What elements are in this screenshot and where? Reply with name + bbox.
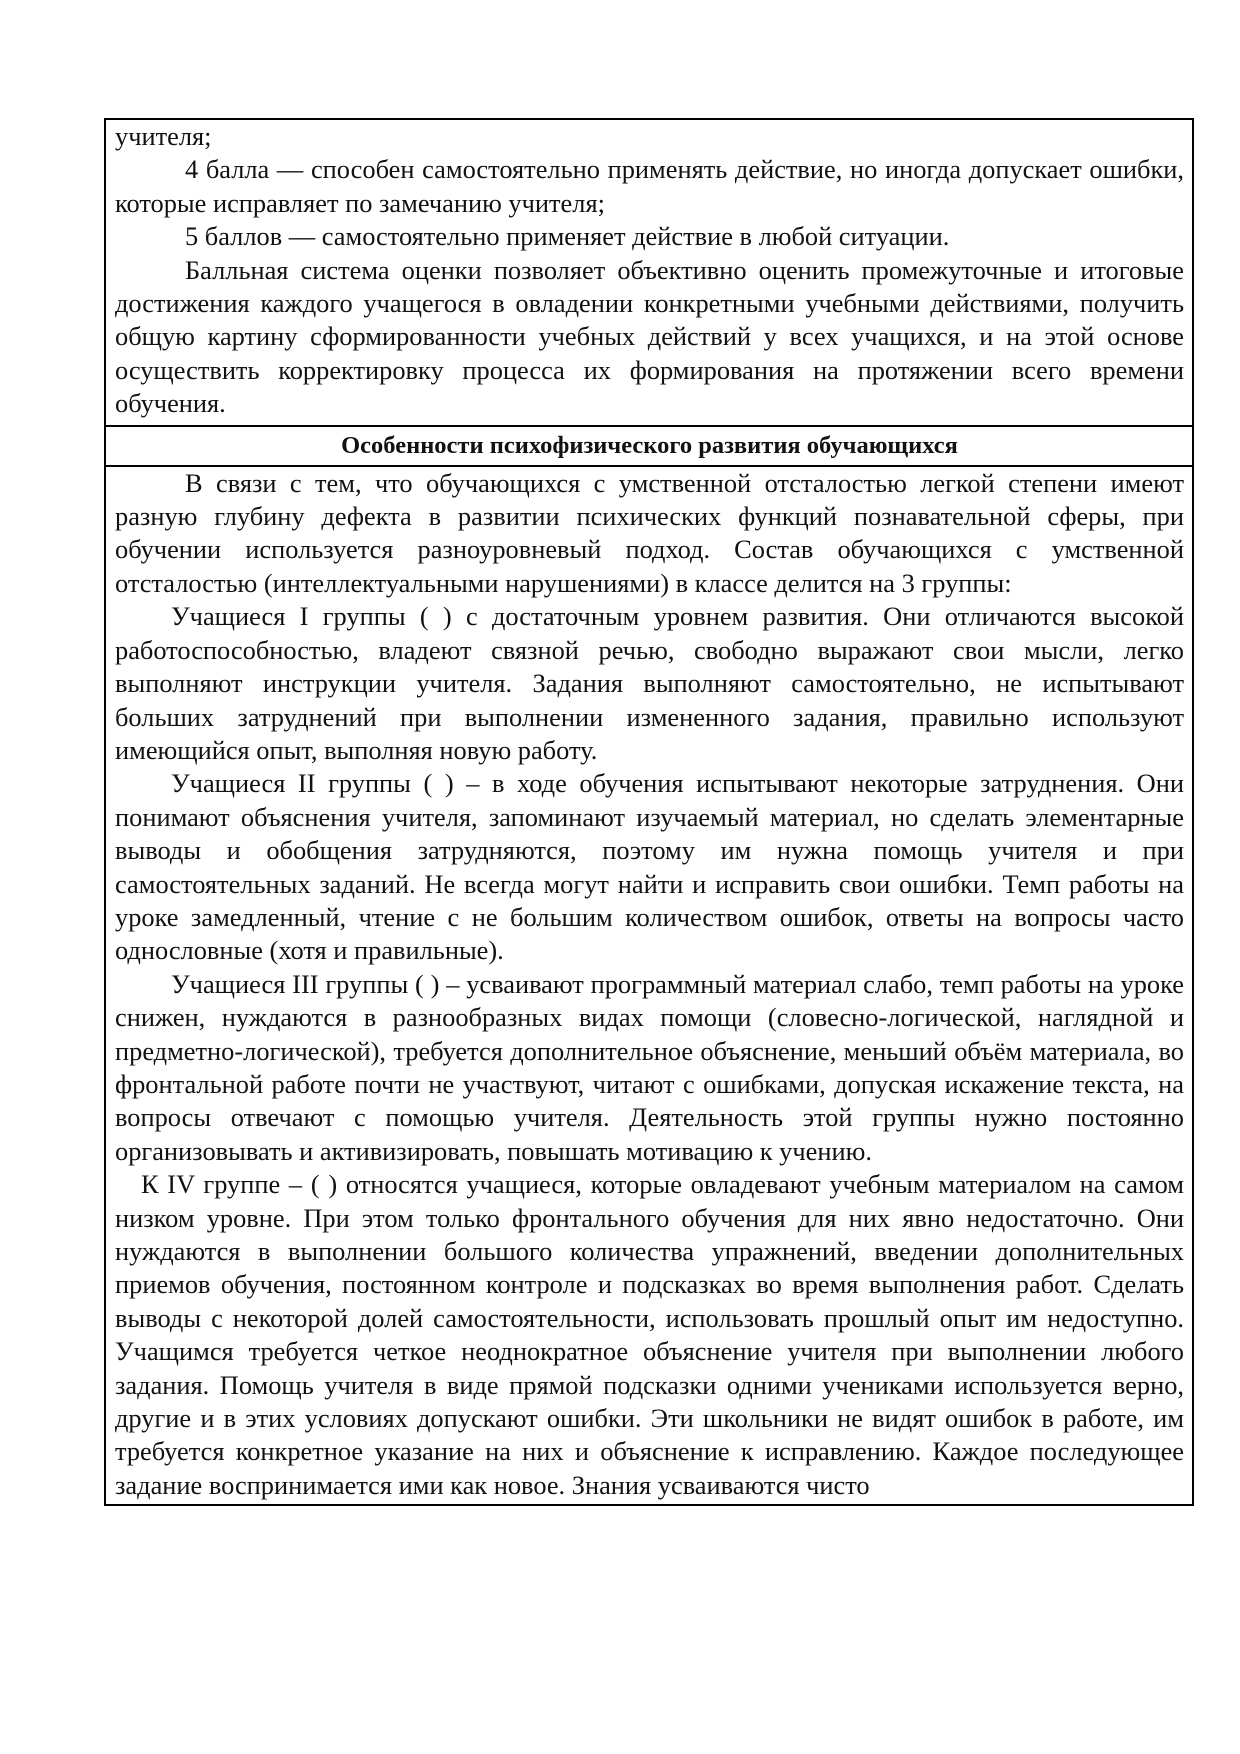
assessment-scale-cell	[106, 120, 1192, 427]
paragraph-group-2: Учащиеся II группы ( ) – в ходе обучения испытывают некоторые затруднения. Они понимают объяснения учителя, запоминают изучаемый материал, но сделать элементарные выводы и обобщения затрудняются, поэтому им нужна помощь учителя и при самостоятельных заданий. Не всегда могут найти и исправить свои ошибки. Темп работы на уроке замедленный, чтение с не большим количеством ошибок, ответы на вопросы часто однословные (хотя и правильные).	[115, 768, 1184, 966]
paragraph-score-4: 4 балла — способен самостоятельно применять действие, но иногда допускает ошибки, которые исправляет по замечанию учителя;	[115, 154, 1184, 218]
paragraph-intro: В связи с тем, что обучающихся с умственной отсталостью легкой степени имеют разную глубину дефекта в развитии психических функций познавательной сферы, при обучении используется разноуровневый подход. Состав обучающихся с умственной отсталостью (интеллектуальными нарушениями) в классе делится на 3 группы:	[115, 467, 1184, 598]
paragraph-scoring-system: Балльная система оценки позволяет объективно оценить промежуточные и итоговые достижения каждого учащегося в овладении конкретными учебными действиями, получить общую картину сформированности учебных действий у всех учащихся, и на этой основе осуществить корректировку процесса их формирования на протяжении всего времени обучения.	[115, 254, 1184, 419]
section-heading: Особенности психофизического развития обучающихся	[106, 427, 1192, 467]
paragraph-group-4: К IV группе – ( ) относятся учащиеся, которые овладевают учебным материалом на самом низком уровне. При этом только фронтального обучения для них явно недостаточно. Они нуждаются в выполнении большого количества упражнений, введении дополнительных приемов обучения, постоянном контроле и подсказках во время выполнения работ. Сделать выводы с некоторой долей самостоятельности, использовать прошлый опыт им недоступно. Учащимся требуется четкое неоднократное объяснение учителя при выполнении любого задания. Помощь учителя в виде прямой подсказки одними учениками используется верно, другие и в этих условиях допускают ошибки. Эти школьники не видят ошибок в работе, им требуется конкретное указание на них и объяснение к исправлению. Каждое последующее задание воспринимается ими как новое. Знания усваиваются чисто	[115, 1169, 1184, 1500]
development-features-cell	[106, 467, 1192, 1505]
paragraph-continuation: учителя;	[115, 121, 212, 151]
document-table	[104, 118, 1194, 1506]
paragraph-group-3: Учащиеся III группы ( ) – усваивают программный материал слабо, темп работы на уроке снижен, нуждаются в разнообразных видах помощи (словесно-логической, наглядной и предметно-логической), требуется дополнительное объяснение, меньший объём материала, во фронтальной работе почти не участвуют, читают с ошибками, допуская искажение текста, на вопросы отвечают с помощью учителя. Деятельность этой группы нужно постоянно организовывать и активизировать, повышать мотивацию к учению.	[115, 968, 1184, 1166]
paragraph-score-5: 5 баллов — самостоятельно применяет действие в любой ситуации.	[185, 221, 950, 252]
paragraph-group-1: Учащиеся I группы ( ) с достаточным уровнем развития. Они отличаются высокой работоспособностью, владеют связной речью, свободно выражают свои мысли, легко выполняют инструкции учителя. Задания выполняют самостоятельно, не испытывают больших затруднений при выполнении измененного задания, правильно используют имеющийся опыт, выполняя новую работу.	[115, 601, 1184, 765]
